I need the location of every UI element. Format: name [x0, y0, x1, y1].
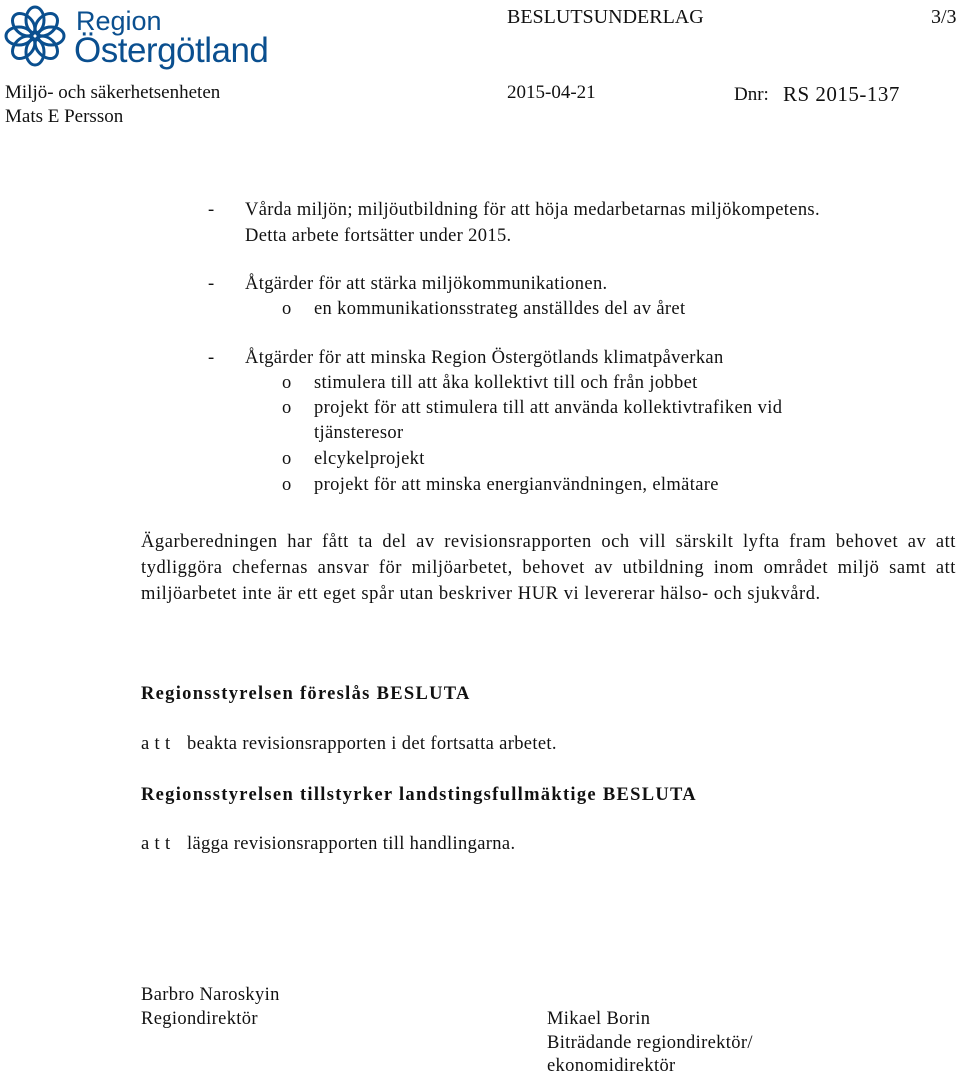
department: Miljö- och säkerhetsenheten — [5, 82, 221, 103]
document-type: BESLUTSUNDERLAG — [507, 6, 704, 28]
sub-bullet-marker: o — [282, 475, 292, 495]
decision-heading: Regionsstyrelsen föreslås BESLUTA — [141, 684, 471, 704]
sub-bullet-marker: o — [282, 299, 292, 319]
sub-bullet-marker: o — [282, 373, 292, 393]
dnr-value: RS 2015-137 — [783, 82, 900, 106]
decision-text: beakta revisionsrapporten i det fortsatta arbetet. — [187, 734, 557, 754]
signatory-title: Regiondirektör — [141, 1009, 258, 1029]
sub-list-item: projekt för att stimulera till att använda kollektivtrafiken vid — [314, 398, 783, 418]
flower-emblem-icon — [4, 5, 66, 67]
list-item: Vårda miljön; miljöutbildning för att höja medarbetarnas miljökompetens. — [245, 200, 820, 220]
dnr-label: Dnr: — [734, 84, 769, 105]
sub-list-item: elcykelprojekt — [314, 449, 425, 469]
logo-text-line1: Region — [76, 6, 162, 36]
body-paragraph: Ägarberedningen har fått ta del av revisionsrapporten och vill särskilt lyfta fram behovet av att tydliggöra chefernas ansvar för miljöarbetet, behovet av utbildning inom området miljö samt att miljöarbetet inte är ett eget spår utan beskriver HUR vi levererar hälso- och sjukvård. — [141, 532, 956, 604]
sub-list-item-continuation: tjänsteresor — [314, 423, 404, 443]
page-number: 3/3 — [931, 6, 957, 28]
author: Mats E Persson — [5, 106, 124, 127]
signatory-name: Barbro Naroskyin — [141, 985, 280, 1005]
bullet-dash: - — [208, 348, 215, 368]
sub-bullet-marker: o — [282, 398, 292, 418]
region-logo — [4, 4, 274, 70]
signatory-name: Mikael Borin — [547, 1009, 651, 1029]
document-date: 2015-04-21 — [507, 82, 596, 103]
sub-bullet-marker: o — [282, 449, 292, 469]
logo-text-line2: Östergötland — [74, 31, 269, 70]
signatory-title: Biträdande regiondirektör/ — [547, 1033, 753, 1053]
bullet-dash: - — [208, 200, 215, 220]
sub-list-item: projekt för att minska energianvändningen, elmätare — [314, 475, 719, 495]
sub-list-item: en kommunikationsstrateg anställdes del av året — [314, 299, 686, 319]
att-marker: a t t — [141, 734, 171, 754]
signatory-title-continuation: ekonomidirektör — [547, 1056, 676, 1076]
list-item: Åtgärder för att stärka miljökommunikationen. — [245, 274, 608, 294]
decision-heading: Regionsstyrelsen tillstyrker landstingsfullmäktige BESLUTA — [141, 785, 697, 805]
bullet-dash: - — [208, 274, 215, 294]
decision-text: lägga revisionsrapporten till handlingarna. — [187, 834, 516, 854]
sub-list-item: stimulera till att åka kollektivt till och från jobbet — [314, 373, 698, 393]
list-item-continuation: Detta arbete fortsätter under 2015. — [245, 226, 512, 246]
list-item: Åtgärder för att minska Region Östergötlands klimatpåverkan — [245, 348, 724, 368]
att-marker: a t t — [141, 834, 171, 854]
